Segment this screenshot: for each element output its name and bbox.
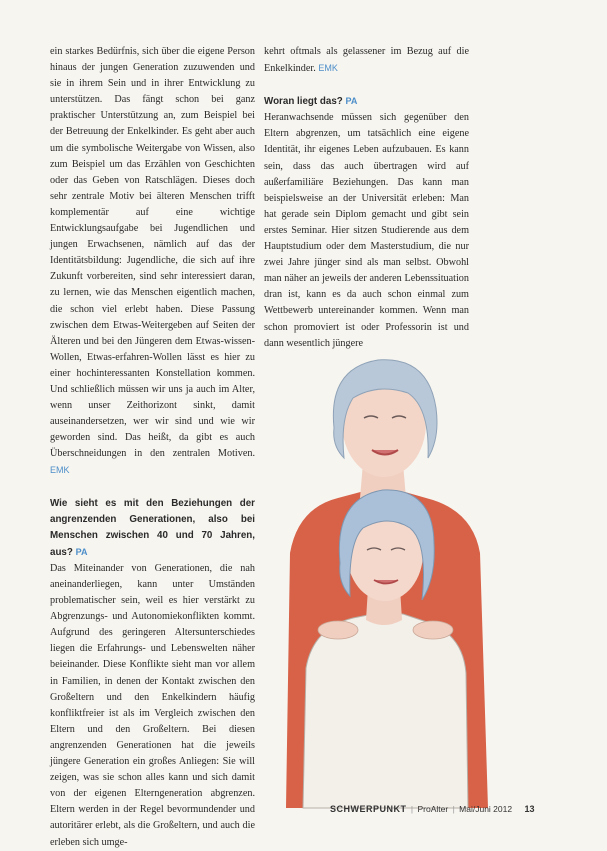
speaker-tag: PA (345, 96, 358, 107)
paragraph: Heranwachsende müssen sich gegenüber den Eltern abgrenzen, um tatsächlich eine eigene Identität, ihr eigenes Leben aufzubauen. Es kann sein, dass das auch übertragen wird auf außerfamiliäre Beziehungen. Das kann man beispielsweise an der Universität erleben: Man hat gerade sein Diplom gemacht und gibt sein erstes Seminar. Hier sitzen Studierende aus dem Hauptstudium oder dem Masterstudium, die nur zwei Jahre jünger sind als man selbst. Obwohl man näher an jeweils der anderen Lebenssituation dran ist, kann es da auch schon einmal zum Wettbewerb untereinander kommen. Wenn man schon promoviert ist oder Professorin ist und dann wesentlich jüngere (264, 112, 469, 349)
footer-magazine: ProAlter (417, 804, 449, 814)
paragraph-text: ein starkes Bedürfnis, sich über die eigene Person hinaus der jungen Generation zuzuwenden und sie in ihrem Sein und in ihrer Entwicklung zu unterstützen. Das fängt schon bei ganz praktischer Unterstützung an, zum Beispiel bei der Betreuung der Enkelkinder. Es geht aber auch um die symbolische Weitergabe von Wissen, also zum Beispiel um das Erzählen von Geschichten oder das Geben von Ratschlägen. Dieses doch sehr zentrale Motiv bei älteren Menschen trifft komplementär auf eine wichtige Entwicklungsaufgabe bei Jugendlichen und jungen Erwachsenen, nämlich auf das der Identitätsbildung: Jugendliche, die sich auf ihre Zukunft vorbereiten, sind sehr interessiert daran, zu lernen, wie das Menschen eigentlich machen, die schon viel erlebt haben. Diese Passung zwischen dem Etwas-Weitergeben auf Seiten der Älteren und bei den Jüngeren dem Etwas-wissen-Wollen, Etwas-erfahren-Wollen lässt es hier zu einer hochinteressanten Konstellation kommen. Und schließlich müssen wir uns ja auch im Alter, wenn unser Zeithorizont sinkt, damit auseinandersetzen, wer wir sind und wie wir geworden sind. Das heißt, da gibt es auch Überschneidungen in den zentralen Motiven. (50, 46, 255, 460)
page-number: 13 (524, 804, 535, 814)
footer-issue: Mai/Juni 2012 (459, 804, 513, 814)
paragraph-text: kehrt oftmals als gelassener im Bezug auf die Enkelkinder. (264, 46, 469, 75)
older-woman-left-hand (318, 621, 358, 639)
illustration-generations (268, 338, 498, 818)
younger-woman-shirt (303, 613, 468, 808)
speaker-tag: EMK (50, 465, 70, 476)
page-footer: SCHWERPUNKT | ProAlter | Mai/Juni 2012 13 (330, 804, 535, 814)
footer-section: SCHWERPUNKT (330, 804, 407, 814)
older-woman-right-hand (413, 621, 453, 639)
interview-question (50, 496, 255, 561)
paragraph (264, 44, 469, 77)
speaker-tag: PA (75, 546, 88, 557)
speaker-tag: EMK (318, 63, 338, 74)
right-text-column (264, 44, 469, 352)
left-text-column (50, 44, 255, 851)
paragraph: Das Miteinander von Generationen, die nah aneinanderliegen, kann unter Umständen problematischer sein, weil es hier verstärkt zu Abgrenzungs- und Autonomiekonflikten kommt. Aufgrund des geringeren Altersunterschiedes liegen die Erfahrungs- und Lebenswelten näher beieinander. Diese Konflikte sieht man vor allem in Familien, in denen der Kontakt zwischen den Großeltern und den Enkelkindern häufig konfliktfreier ist als im Vergleich zwischen den Eltern und den Großeltern. Bei diesen angrenzenden Generationen hat die jeweils jüngere Generation ein großes Anliegen: Sie will zeigen, was sie schon alles kann und sich damit von der eigenen Elterngeneration abgrenzen. Eltern werden in der Regel bevormundender und autoritärer erlebt, als die Großeltern, und auch die erleben sich umge- (50, 562, 255, 848)
paragraph (50, 44, 255, 480)
question-text: Woran liegt das? (264, 96, 343, 108)
question-text: Wie sieht es mit den Beziehungen der angrenzenden Generationen, also bei Menschen zwischen 40 und 70 Jahren, aus? (50, 497, 255, 558)
interview-question (264, 93, 469, 110)
